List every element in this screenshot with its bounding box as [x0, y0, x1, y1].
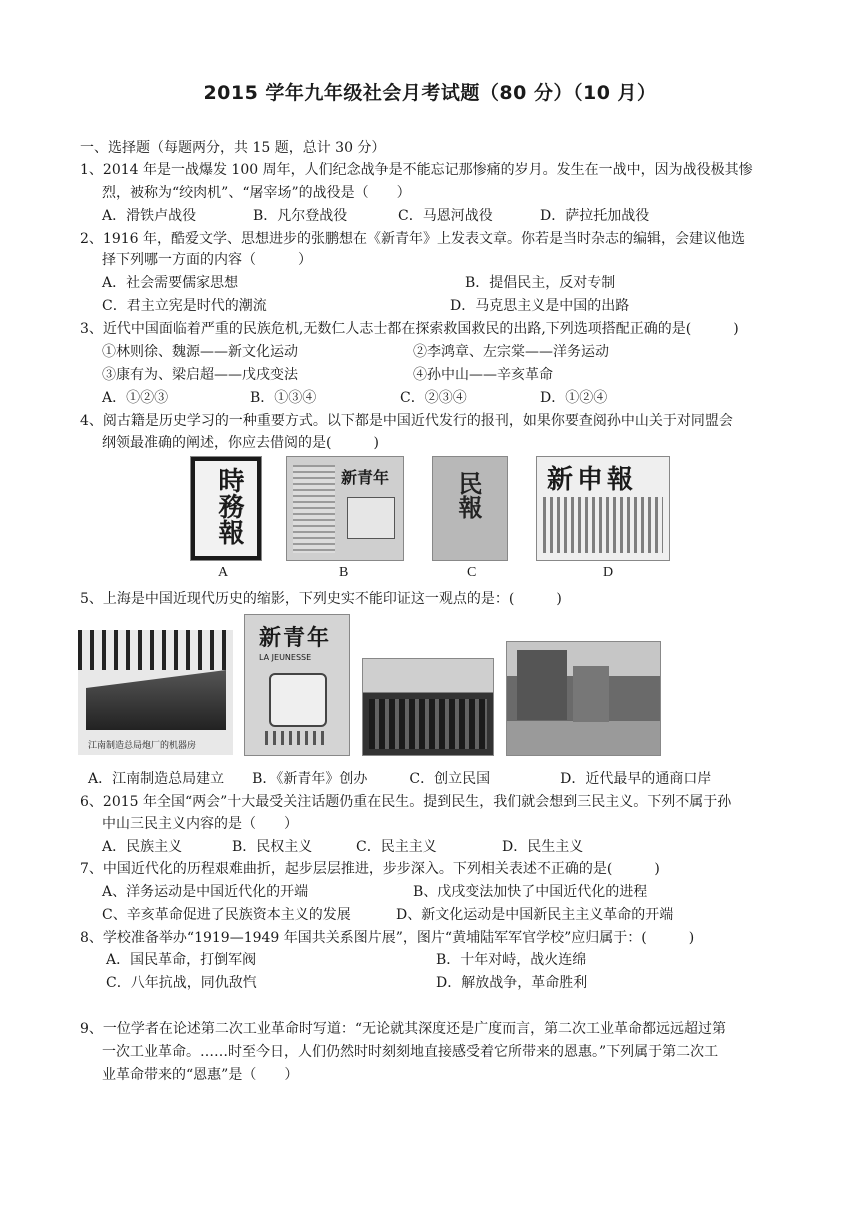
- q9-text: 9、一位学者在论述第二次工业革命时写道：“无论就其深度还是广度而言，第二次工业革命都远远超过第: [80, 1021, 727, 1037]
- q1-option-d: D．萨拉托加战役: [540, 208, 650, 224]
- shanghai-bund-image: [506, 641, 661, 756]
- q4-caption-c: C: [467, 565, 477, 580]
- q7-option-c: C、辛亥革命促进了民族资本主义的发展: [102, 907, 351, 923]
- q4-text-cont: 纲领最准确的阐述，你应去借阅的是( ): [102, 435, 379, 451]
- newspaper-b-title: 新青年: [341, 468, 390, 487]
- q4-caption-a: A: [218, 565, 229, 580]
- q7-option-a: A、洋务运动是中国近代化的开端: [102, 884, 309, 900]
- jiangnan-arsenal-image: [78, 630, 233, 755]
- q8-option-a: A．国民革命，打倒军阀: [106, 952, 257, 968]
- q6-option-d: D．民生主义: [502, 839, 584, 855]
- xinqingnian-cover-image: [244, 614, 350, 756]
- q2-option-d: D．马克思主义是中国的出路: [450, 298, 630, 314]
- q1-option-c: C．马恩河战役: [398, 208, 493, 224]
- q2-option-a: A．社会需要儒家思想: [102, 275, 239, 291]
- newspaper-d-title: 新申報: [547, 465, 638, 495]
- q2-option-b: B．提倡民主，反对专制: [465, 275, 616, 291]
- q1-text: 1、2014 年是一战爆发 100 周年，人们纪念战争是不能忘记那惨痛的岁月。发生在一战中，因为战役极其惨: [80, 162, 753, 178]
- q5-text: 5、上海是中国近现代历史的缩影，下列史实不能印证这一观点的是：( ): [80, 591, 562, 607]
- xinqingnian-subtitle: LA JEUNESSE: [259, 653, 312, 662]
- q4-caption-d: D: [603, 565, 614, 580]
- q2-option-c: C．君主立宪是时代的潮流: [102, 298, 267, 314]
- q3-option-a: A．①②③: [102, 390, 169, 406]
- q6-text: 6、2015 年全国“两会”十大最受关注话题仍重在民生。提到民生，我们就会想到三民主义。下列不属于孙: [80, 794, 732, 810]
- q4-caption-b: B: [339, 565, 349, 580]
- newspaper-image-d: [536, 456, 670, 561]
- q6-option-b: B．民权主义: [232, 839, 313, 855]
- q3-option-c: C．②③④: [400, 390, 467, 406]
- q3-item-2: ②李鸿章、左宗棠——洋务运动: [413, 344, 609, 360]
- newspaper-c-title: 民報: [454, 471, 483, 519]
- q3-item-1: ①林则徐、魏源——新文化运动: [102, 344, 298, 360]
- q3-text: 3、近代中国面临着严重的民族危机,无数仁人志士都在探索救国救民的出路,下列选项搭配正确的是( ): [80, 321, 739, 337]
- xinqingnian-title: 新青年: [259, 625, 332, 651]
- q7-option-b: B、戊戌变法加快了中国近代化的进程: [413, 884, 648, 900]
- q7-text: 7、中国近代化的历程艰难曲折，起步层层推进，步步深入。下列相关表述不正确的是( ): [80, 861, 660, 877]
- q1-option-a: A．滑铁卢战役: [102, 208, 197, 224]
- q8-option-d: D．解放战争，革命胜利: [436, 975, 588, 991]
- q7-option-d: D、新文化运动是中国新民主主义革命的开端: [396, 907, 674, 923]
- q6-text-cont: 中山三民主义内容的是（ ）: [102, 816, 298, 832]
- newspaper-image-a: [190, 456, 262, 561]
- newspaper-a-title: 時務報: [214, 467, 244, 545]
- q5-options: A．江南制造总局建立 B．《新青年》创办 C．创立民国 D．近代最早的通商口岸: [88, 771, 712, 787]
- q8-option-c: C．八年抗战，同仇敌忾: [106, 975, 257, 991]
- q9-text-cont2: 业革命带来的“恩惠”是（ ）: [102, 1067, 299, 1083]
- section-heading: 一、选择题（每题两分，共 15 题，总计 30 分）: [80, 140, 386, 156]
- q2-text-cont: 择下列哪一方面的内容（ ）: [102, 252, 312, 268]
- q8-option-b: B．十年对峙，战火连绵: [436, 952, 587, 968]
- q3-item-3: ③康有为、梁启超——戊戌变法: [102, 367, 298, 383]
- q1-option-b: B．凡尔登战役: [253, 208, 348, 224]
- q2-text: 2、1916 年，酷爱文学、思想进步的张鹏想在《新青年》上发表文章。你若是当时杂志的编辑，会建议他选: [80, 231, 745, 247]
- newspaper-image-b: [286, 456, 404, 561]
- arsenal-caption: 江南制造总局炮厂的机器房: [88, 741, 197, 751]
- q6-option-c: C．民主主义: [356, 839, 437, 855]
- q3-option-d: D．①②④: [540, 390, 608, 406]
- q3-item-4: ④孙中山——辛亥革命: [413, 367, 553, 383]
- group-photo-image: [362, 658, 494, 756]
- newspaper-image-c: [432, 456, 508, 561]
- q4-text: 4、阅古籍是历史学习的一种重要方式。以下都是中国近代发行的报刊，如果你要查阅孙中山关于对同盟会: [80, 413, 733, 429]
- q1-text-cont: 烈，被称为“绞肉机”、“屠宰场”的战役是（ ）: [102, 185, 411, 201]
- q9-text-cont: 一次工业革命。……时至今日，人们仍然时时刻刻地直接感受着它所带来的恩惠。”下列属于第二次工: [102, 1044, 719, 1060]
- q8-text: 8、学校准备举办“1919—1949 年国共关系图片展”，图片“黄埔陆军军官学校”应归属于：( ): [80, 930, 695, 946]
- q3-option-b: B．①③④: [250, 390, 317, 406]
- q6-option-a: A．民族主义: [102, 839, 183, 855]
- page-title: 2015 学年九年级社会月考试题（80 分）（10 月）: [203, 82, 657, 104]
